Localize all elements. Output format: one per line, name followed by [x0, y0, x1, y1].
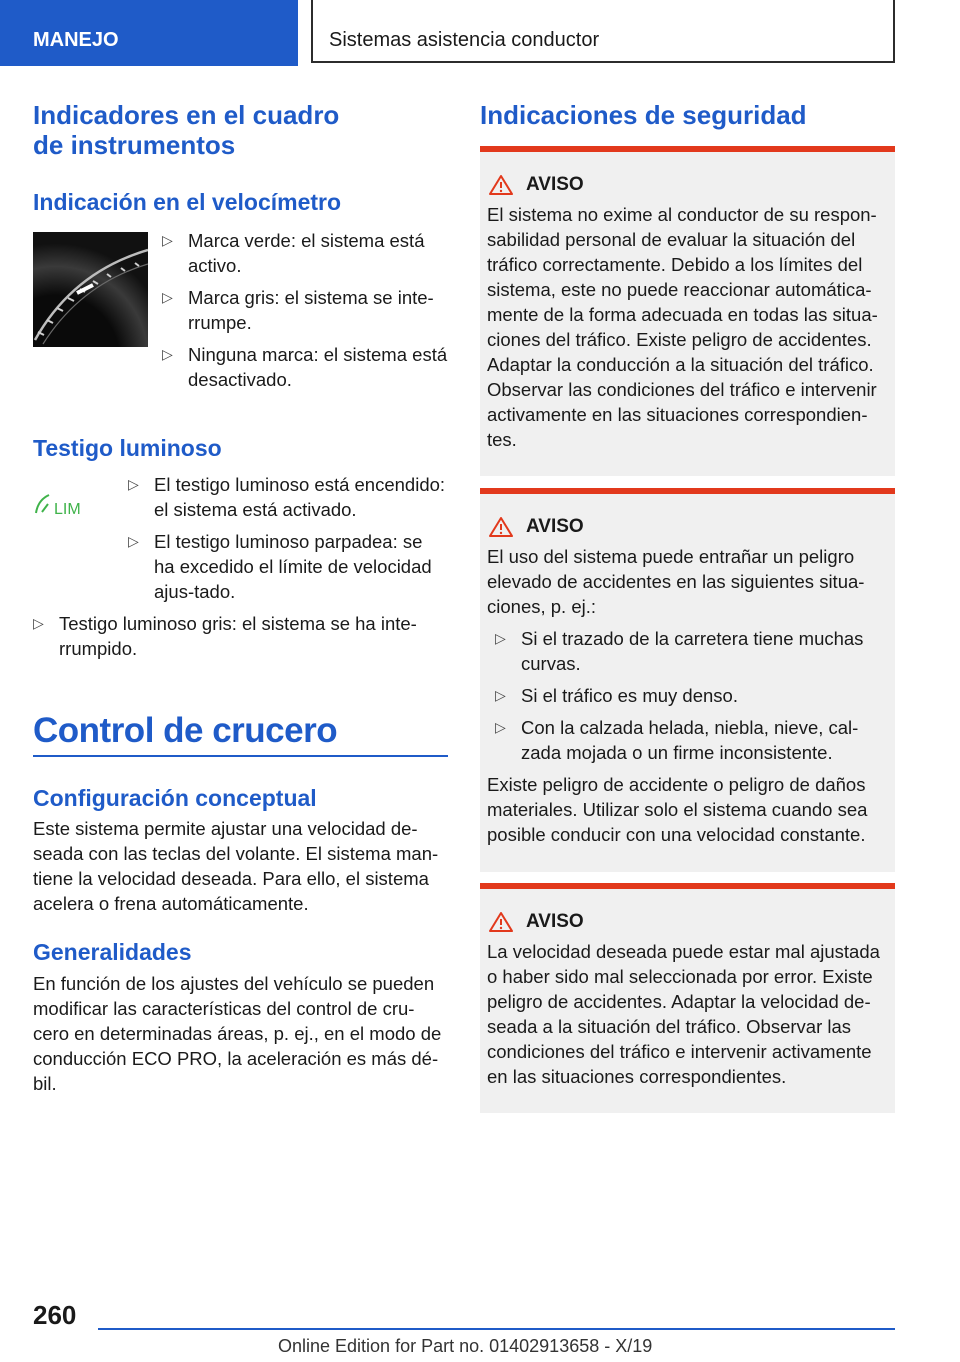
left-column [33, 100, 448, 1096]
bullet-triangle-icon: ▷ [162, 346, 173, 362]
warning-triangle-icon [488, 174, 514, 196]
speedometer-image [33, 232, 148, 347]
heading-seguridad: Indicaciones de seguridad [480, 100, 807, 130]
bullet-triangle-icon: ▷ [495, 719, 506, 735]
list-item: ▷ Marca gris: el sistema se inte‐rrumpe. [162, 287, 434, 333]
page-number: 260 [33, 1300, 77, 1330]
speedometer-arc-icon [33, 232, 148, 347]
list-item: ▷ Si el tráfico es muy denso. [495, 685, 738, 706]
bullet-triangle-icon: ▷ [162, 232, 173, 248]
heading-velocimetro: Indicación en el velocímetro [33, 189, 342, 215]
heading-line-2: de instrumentos [33, 130, 236, 160]
list-item: ▷ Marca verde: el sistema está activo. [162, 230, 425, 276]
heading-indicadores [33, 100, 448, 160]
section-title: Sistemas asistencia conductor [311, 0, 895, 63]
warning-title: AVISO [487, 909, 887, 935]
warning-text: El uso del sistema puede entrañar un peligro elevado de accidentes en las siguientes situa‐ciones, p. ej.: [487, 546, 865, 617]
bullet-triangle-icon: ▷ [495, 630, 506, 646]
chapter-tab: MANEJO [0, 0, 298, 66]
warning-text: Existe peligro de accidente o peligro de daños materiales. Utilizar solo el sistema cuando sea posible conducir con una velocidad constante. [487, 774, 868, 845]
paragraph-configuracion: Este sistema permite ajustar una velocidad de‐seada con las teclas del volante. El sistema man‐tiene la velocidad deseada. Para ello, el sistema acelera o frena automáticamente. [33, 818, 439, 914]
footer-edition: Online Edition for Part no. 01402913658 - X/19 [278, 1336, 653, 1356]
list-item: ▷ Testigo luminoso gris: el sistema se ha inte‐rrumpido. [33, 613, 417, 659]
lim-indicator [33, 476, 91, 526]
heading-generalidades: Generalidades [33, 939, 192, 965]
speedo-block [33, 232, 448, 392]
warning-triangle-icon [488, 911, 514, 933]
list-item: ▷ El testigo luminoso parpadea: se ha excedido el límite de velocidad ajus‐tado. [128, 531, 432, 602]
warning-box [480, 146, 895, 476]
warning-triangle-icon [488, 516, 514, 538]
lamp-block [33, 476, 448, 604]
list-item: ▷ Ninguna marca: el sistema está desactivado. [162, 344, 448, 390]
right-column [480, 100, 895, 1113]
footer-rule [98, 1328, 895, 1330]
paragraph-generalidades: En función de los ajustes del vehículo se pueden modificar las características del control de cru‐cero en determinadas áreas, p. ej., en el modo de conducción ECO PRO, la aceleración es más dé‐bil. [33, 973, 442, 1094]
warning-text: El sistema no exime al conductor de su respon‐sabilidad personal de evaluar la situación del tráfico correctamente. Debido a los límites del sistema, este no puede reaccionar automática‐mente de la forma adecuada en todas las situa‐ciones del tráfico. Existe peligro de accidentes. Adaptar la conducción a la situación del tráfico. Observar las condiciones del tráfico e intervenir activamente en las situaciones correspondien‐tes. [487, 204, 878, 450]
warning-title: AVISO [487, 514, 887, 540]
warning-title: AVISO [487, 172, 887, 198]
bullet-triangle-icon: ▷ [128, 476, 139, 492]
lamp-list [128, 472, 448, 604]
heading-line-1: Indicadores en el cuadro [33, 100, 340, 130]
page-header [0, 0, 960, 66]
speedo-list [162, 228, 448, 392]
heading-rule [33, 755, 448, 757]
bullet-triangle-icon: ▷ [495, 687, 506, 703]
warning-box [480, 883, 895, 1113]
bullet-triangle-icon: ▷ [128, 533, 139, 549]
lim-label: LIM [54, 501, 81, 518]
list-item: ▷ El testigo luminoso está encendido: el sistema está activado. [128, 474, 446, 520]
list-item: ▷ Con la calzada helada, niebla, nieve, cal‐zada mojada o un firme inconsistente. [495, 717, 859, 763]
bullet-triangle-icon: ▷ [33, 615, 44, 631]
warning-box [480, 488, 895, 872]
warning-text: La velocidad deseada puede estar mal ajustada o haber sido mal seleccionada por error. Existe peligro de accidentes. Adaptar la velocidad de‐seada a la situación del tráfico. Observar las condiciones del tráfico e intervenir activamente en las situaciones correspondientes. [487, 941, 880, 1087]
list-item: ▷ Si el trazado de la carretera tiene muchas curvas. [495, 628, 864, 674]
heading-testigo: Testigo luminoso [33, 435, 222, 461]
heading-configuracion: Configuración conceptual [33, 785, 317, 811]
bullet-triangle-icon: ▷ [162, 289, 173, 305]
heading-control-crucero: Control de crucero [33, 711, 338, 750]
